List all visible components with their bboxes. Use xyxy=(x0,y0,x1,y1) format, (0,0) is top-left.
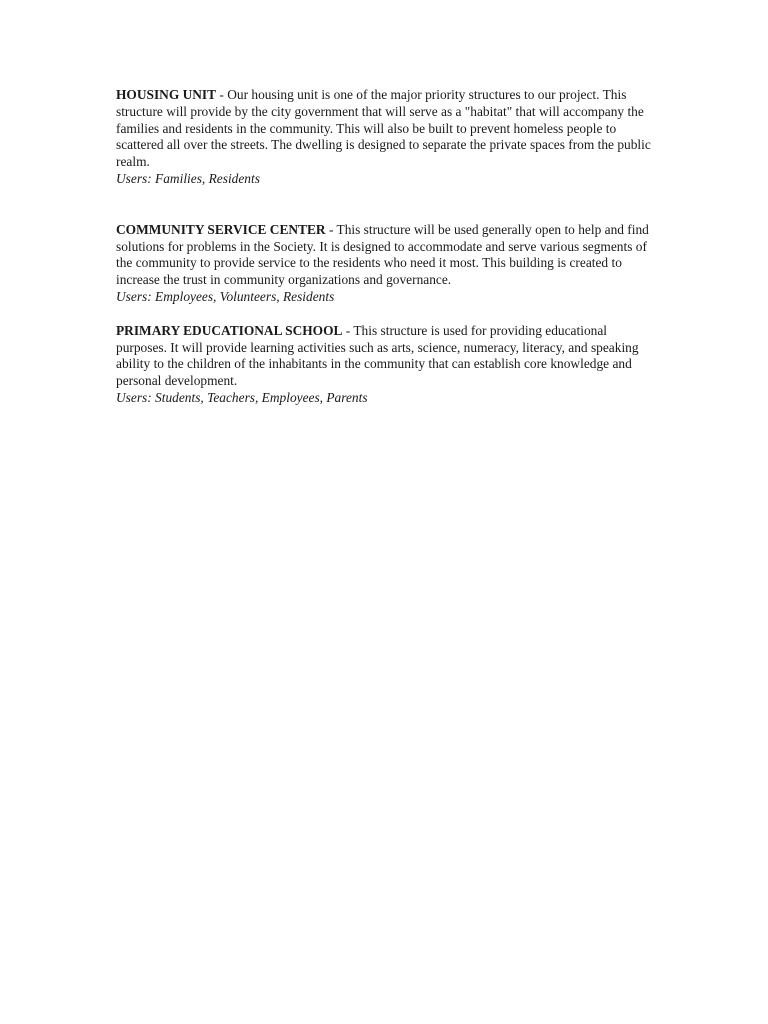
section-paragraph xyxy=(116,87,652,171)
section-housing-unit xyxy=(116,87,652,188)
section-users: Users: Employees, Volunteers, Residents xyxy=(116,288,335,304)
section-heading: PRIMARY EDUCATIONAL SCHOOL xyxy=(116,322,343,338)
section-paragraph xyxy=(116,222,652,289)
section-community-service-center xyxy=(116,222,652,306)
heading-separator: - xyxy=(342,322,354,338)
section-primary-educational-school xyxy=(116,323,652,407)
heading-separator: - xyxy=(325,221,337,237)
section-body: Our housing unit is one of the major priority structures to our project. This structure will provide by the city government that will serve as a "habitat" that will accompany the families and residents in the community. This will also be built to prevent homeless people to scattered all over the streets. The dwelling is designed to separate the private spaces from the public realm. xyxy=(116,87,651,170)
section-heading: COMMUNITY SERVICE CENTER xyxy=(116,221,326,237)
section-body: This structure is used for providing educational purposes. It will provide learning activities such as arts, science, numeracy, literacy, and speaking ability to the children of the inhabitants in the community that can establish core knowledge and personal development. xyxy=(116,322,639,389)
section-heading: HOUSING UNIT xyxy=(116,87,217,102)
section-users: Users: Students, Teachers, Employees, Parents xyxy=(116,389,368,405)
section-body: This structure will be used generally open to help and find solutions for problems in the Society. It is designed to accommodate and serve various segments of the community to provide service to the residents who need it most. This building is created to increase the trust in community organizations and governance. xyxy=(116,221,649,288)
section-users: Users: Families, Residents xyxy=(116,170,260,186)
document-page xyxy=(116,87,652,407)
heading-separator: - xyxy=(216,87,228,102)
section-paragraph xyxy=(116,323,652,390)
